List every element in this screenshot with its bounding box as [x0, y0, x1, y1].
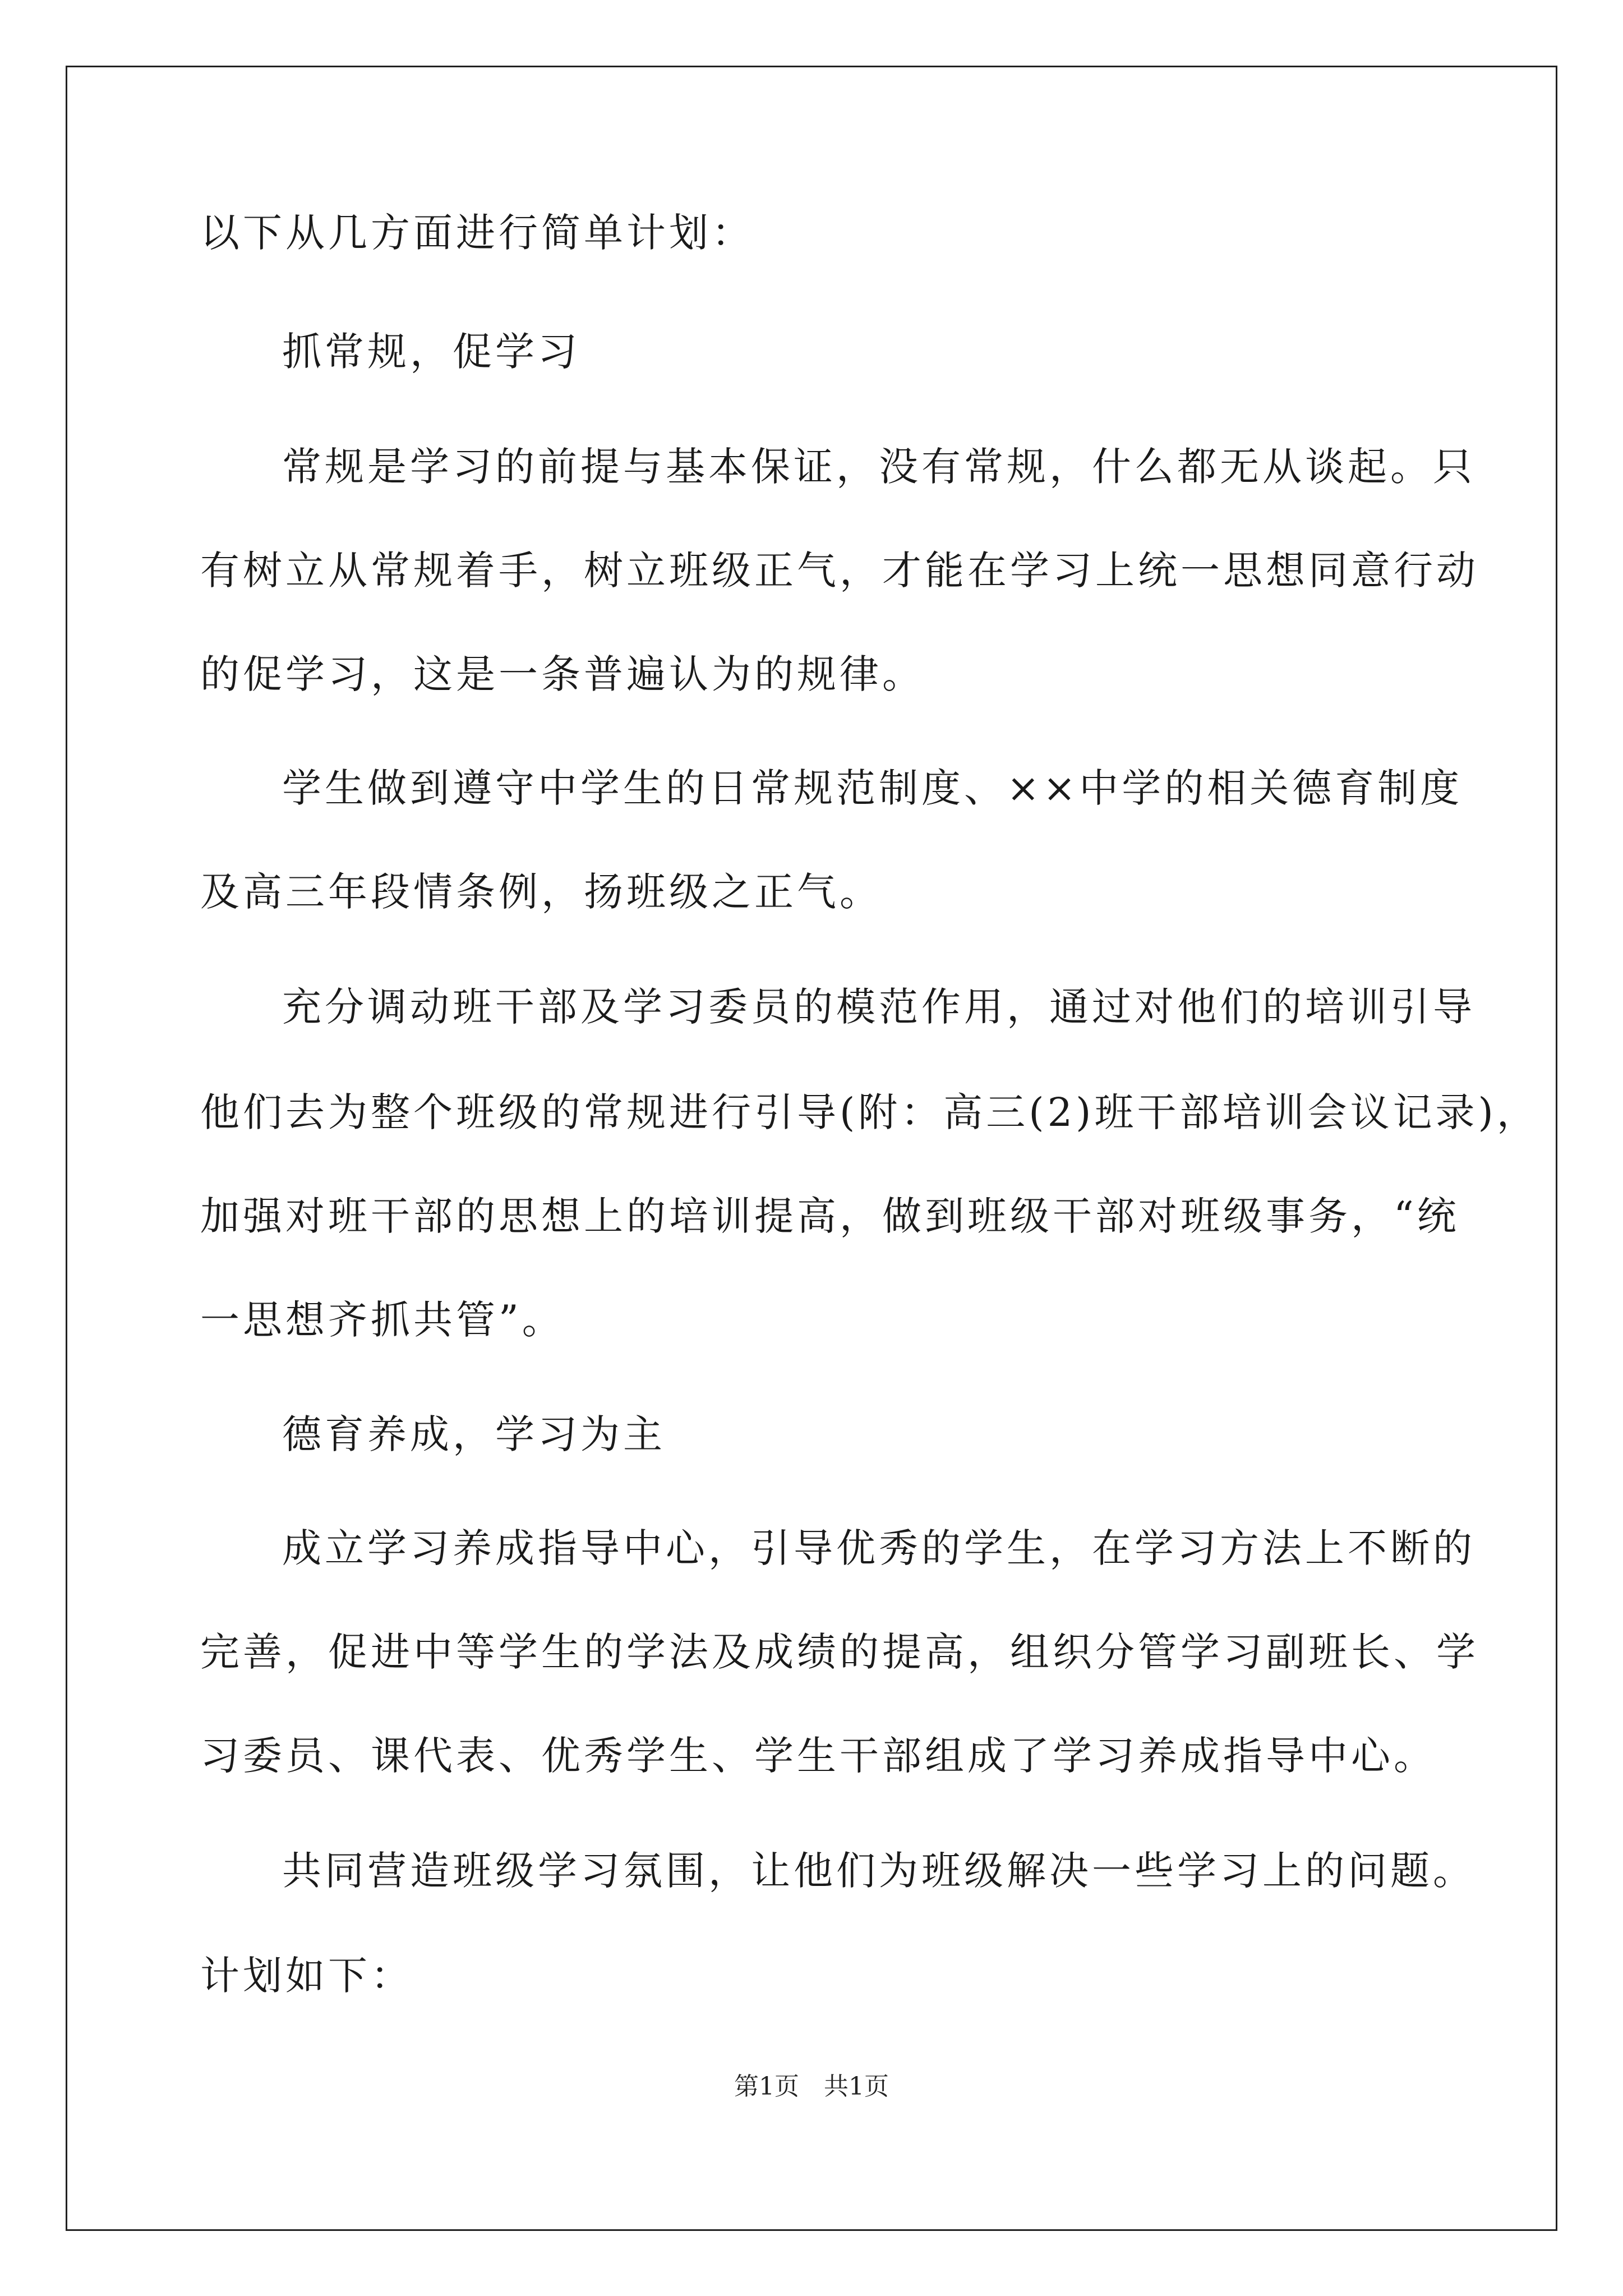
text-line: 共同营造班级学习氛围，让他们为班级解决一些学习上的问题。 — [282, 1848, 1476, 1894]
text-line: 成立学习养成指导中心，引导优秀的学生，在学习方法上不断的 — [282, 1525, 1476, 1571]
text-line: 的促学习，这是一条普遍认为的规律。 — [200, 651, 925, 697]
text-line: 充分调动班干部及学习委员的模范作用，通过对他们的培训引导 — [282, 984, 1476, 1030]
text-line: 及高三年段情条例，扬班级之正气。 — [200, 869, 882, 915]
text-line: 一思想齐抓共管”。 — [200, 1297, 565, 1343]
text-line: 学生做到遵守中学生的日常规范制度、××中学的相关德育制度 — [282, 765, 1463, 811]
text-line: 计划如下： — [200, 1953, 413, 1999]
text-line: 有树立从常规着手，树立班级正气，才能在学习上统一思想同意行动 — [200, 547, 1479, 593]
text-line: 加强对班干部的思想上的培训提高，做到班级干部对班级事务，“统 — [200, 1193, 1460, 1239]
section-heading: 抓常规，促学习 — [282, 329, 580, 375]
page-footer: 第1页 共1页 — [734, 2072, 889, 2101]
text-line: 常规是学习的前提与基本保证，没有常规，什么都无从谈起。只 — [282, 444, 1476, 490]
section-heading: 德育养成，学习为主 — [282, 1411, 666, 1457]
page-border — [66, 66, 1557, 2231]
text-line: 习委员、课代表、优秀学生、学生干部组成了学习养成指导中心。 — [200, 1733, 1436, 1779]
text-line: 完善，促进中等学生的学法及成绩的提高，组织分管学习副班长、学 — [200, 1629, 1479, 1675]
text-line: 他们去为整个班级的常规进行引导(附：高三(2)班干部培训会议记录)， — [200, 1089, 1539, 1135]
text-line: 以下从几方面进行简单计划： — [200, 210, 754, 256]
